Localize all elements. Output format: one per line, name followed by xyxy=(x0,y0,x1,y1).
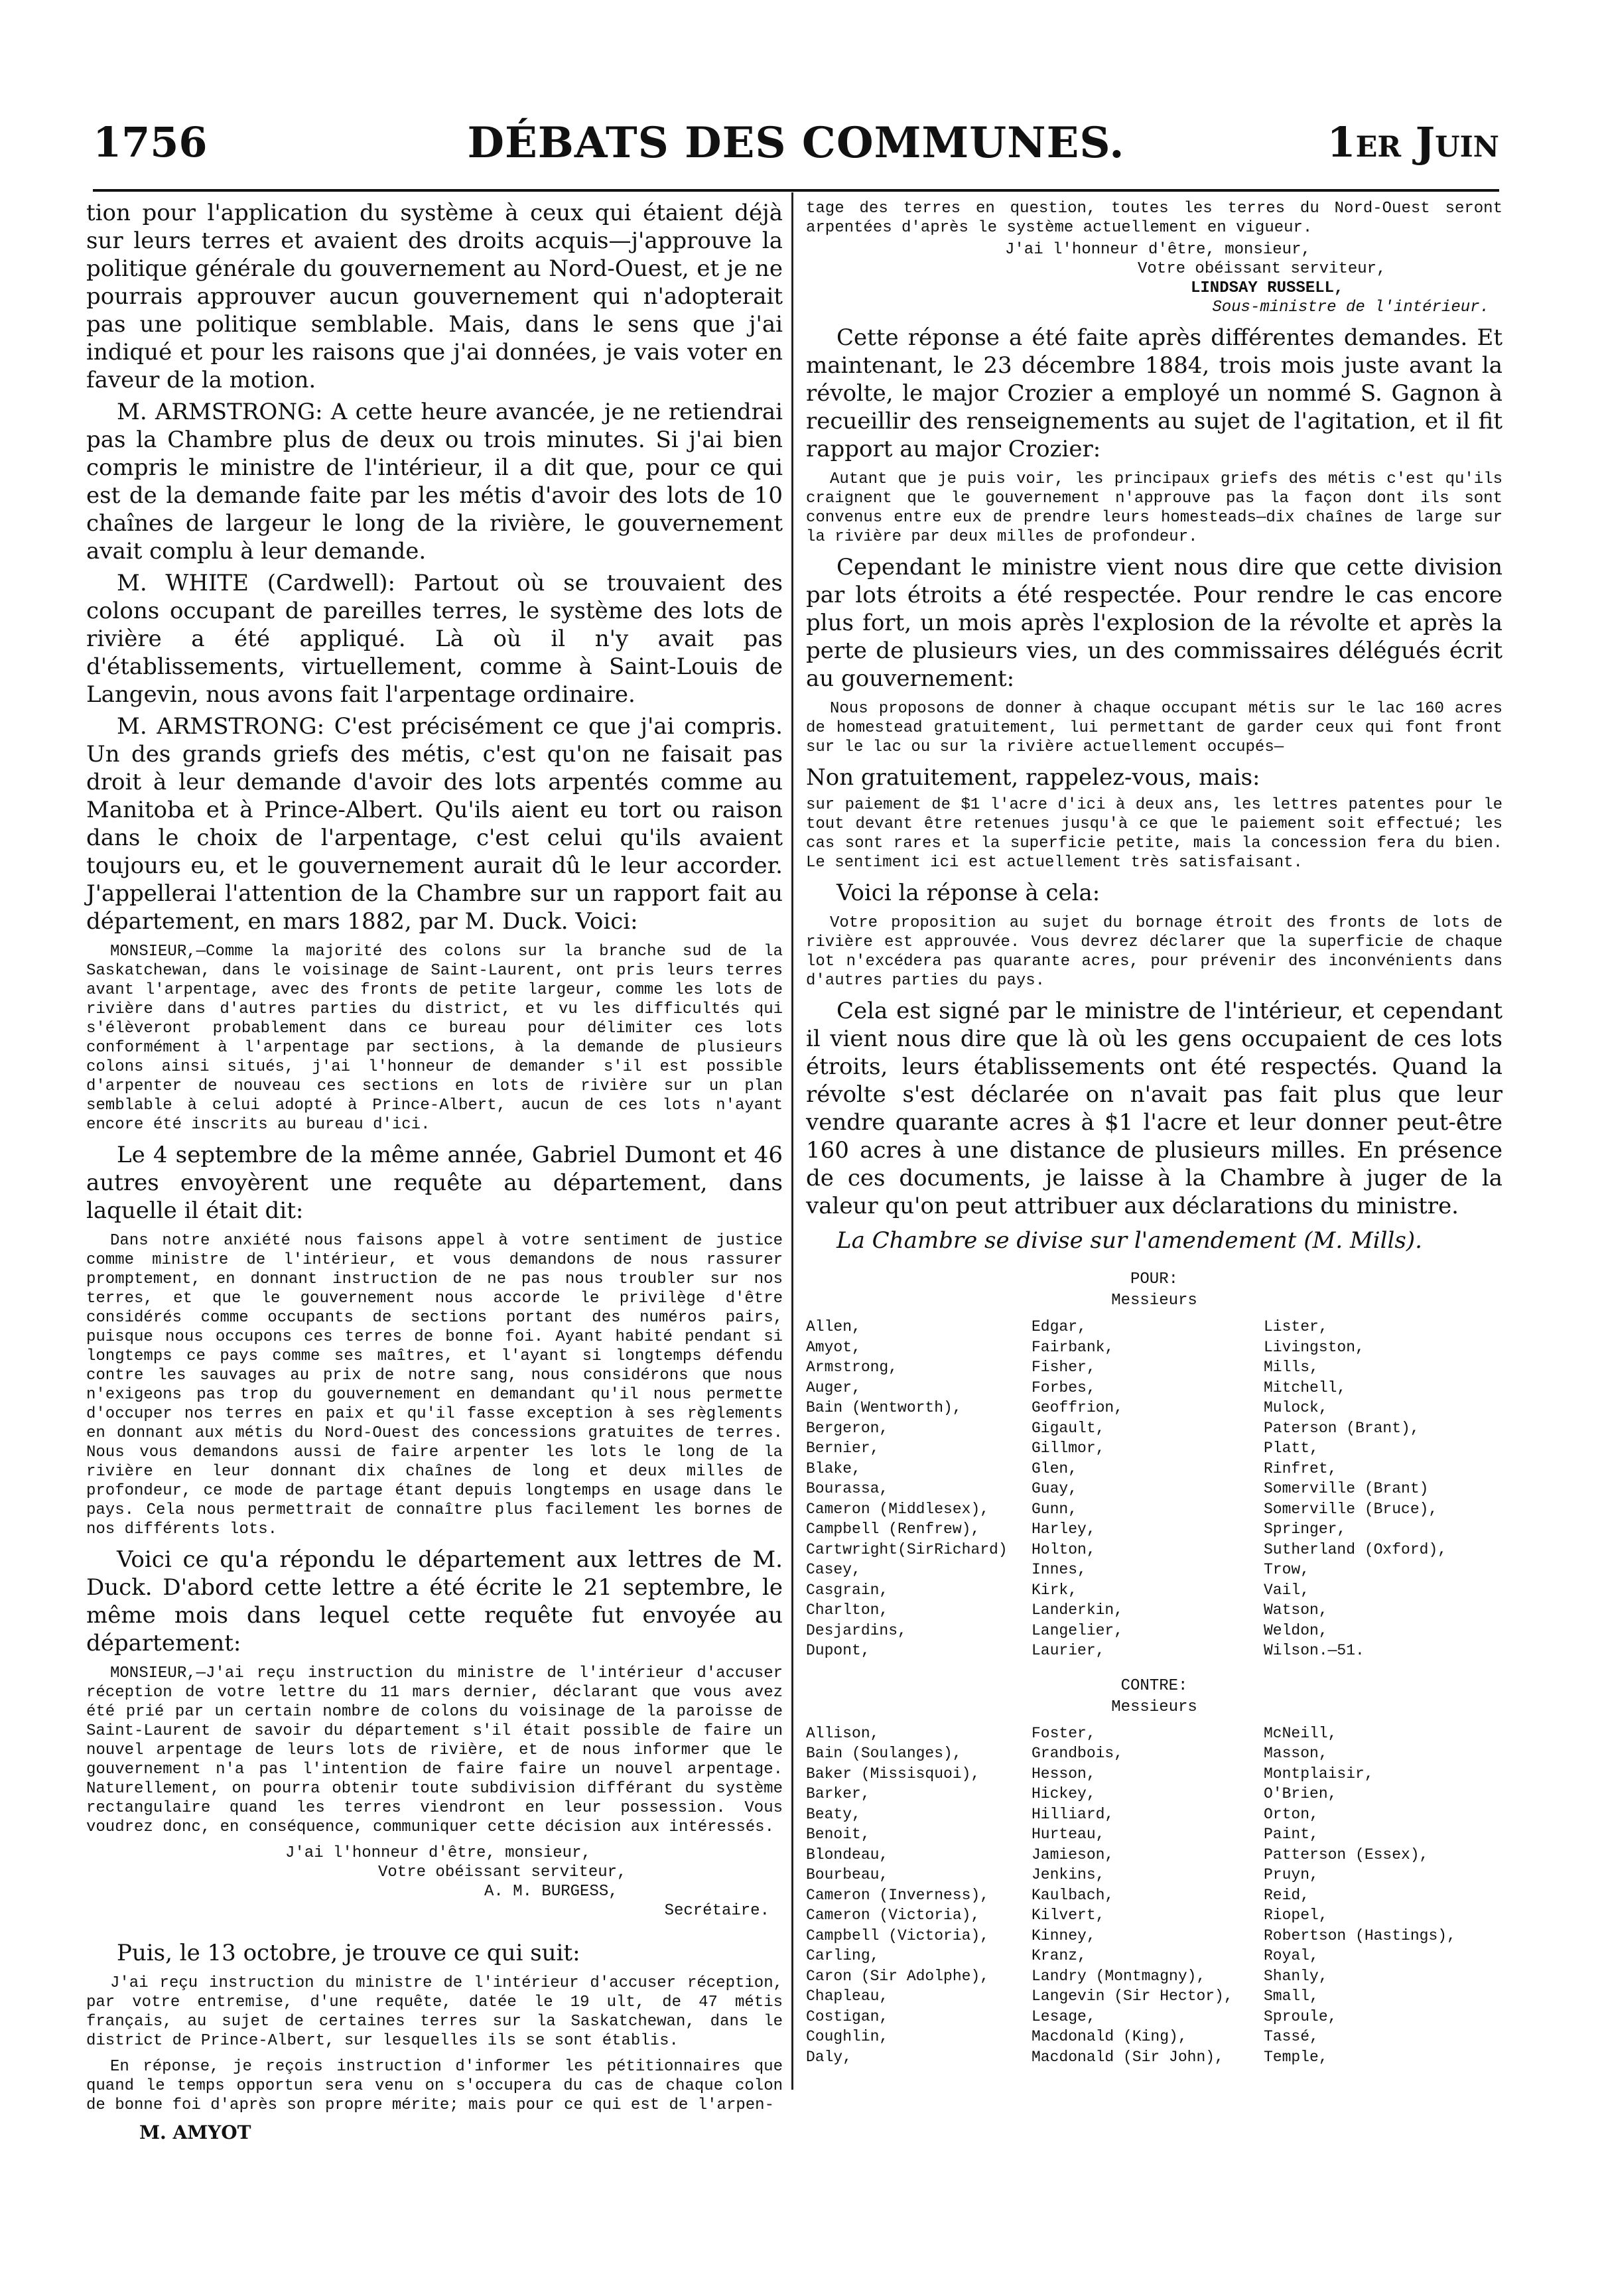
member-name: Platt, xyxy=(1264,1440,1319,1457)
member-name: Caron (Sir Adolphe), xyxy=(806,1967,990,1985)
member-name: Coughlin, xyxy=(806,2028,889,2045)
page-number: 1756 xyxy=(93,118,208,167)
member-name: Barker, xyxy=(806,1785,870,1802)
member-name: Wilson.—51. xyxy=(1264,1642,1365,1659)
member-name: Gillmor, xyxy=(1032,1440,1105,1457)
vote-heading-pour: POUR: xyxy=(1130,1270,1178,1288)
member-name: Cameron (Inverness), xyxy=(806,1886,990,1904)
member-name: Paint, xyxy=(1264,1826,1319,1843)
quoted-letter: J'ai reçu instruction du ministre de l'intérieur d'accuser réception, par votre entremise, d'une requête, datée le 19 ult, de 47 métis français, au sujet de certaines terres sur la Saskatchewan, dans le district de Prince-Albert, sur lesquelles ils se sont établis. xyxy=(86,1974,783,2050)
member-name: Glen, xyxy=(1032,1459,1078,1477)
paragraph: M. WHITE (Cardwell): Partout où se trouvaient des colons occupant de pareilles terres, le système des lots de rivière a été appliqué. Là où il n'y avait pas d'établissements, virtuellement, comme à Saint-Louis de Langevin, nous avons fait l'arpentage ordinaire. xyxy=(86,570,783,708)
member-name: Geoffrion, xyxy=(1032,1399,1124,1416)
member-name: Langelier, xyxy=(1032,1621,1124,1639)
header-rule xyxy=(93,189,1499,192)
member-name: McNeill, xyxy=(1264,1724,1337,1742)
member-name: Allen, xyxy=(806,1318,861,1335)
member-name: Sutherland (Oxford), xyxy=(1264,1540,1447,1558)
page-date: 1er Juin xyxy=(1327,118,1499,167)
member-name: Masson, xyxy=(1264,1745,1328,1762)
member-name: Rinfret, xyxy=(1264,1459,1337,1477)
member-name: Montplaisir, xyxy=(1264,1765,1374,1783)
member-name: Hickey, xyxy=(1032,1785,1096,1802)
member-name: Gigault, xyxy=(1032,1419,1105,1437)
paragraph: tion pour l'application du système à ceux qui étaient déjà sur leurs terres et avaient des droits acquis—j'approuve la politique générale du gouvernement au Nord-Ouest, et je ne pourrais approuver aucun gouvernement qui n'adopterait pas une politique semblable. Mais, dans le sens que j'ai indiqué et pour les raisons que j'ai données, je vais voter en faveur de la motion. xyxy=(86,200,783,393)
signature-title: Secrétaire. xyxy=(664,1902,769,1920)
signature-line: J'ai l'honneur d'être, monsieur, xyxy=(1005,241,1311,259)
member-name: Jamieson, xyxy=(1032,1846,1114,1863)
member-name: Hesson, xyxy=(1032,1765,1096,1783)
member-name: Somerville (Bruce), xyxy=(1264,1500,1438,1518)
member-name: Bain (Wentworth), xyxy=(806,1399,962,1416)
member-name: Innes, xyxy=(1032,1561,1087,1578)
member-name: Guay, xyxy=(1032,1480,1078,1497)
paragraph: M. ARMSTRONG: C'est précisément ce que j'ai compris. Un des grands griefs des métis, c'est qu'on ne faisait pas droit à leur demande d'avoir des lots arpentés comme au Manitoba et à Prince-Albert. Qu'ils aient eu tort ou raison dans le choix de l'arpentage, c'est celui qu'ils avaient toujours eu, et le gouvernement aurait dû le leur accorder. J'appellerai l'attention de la Chambre sur un rapport fait au département, en mars 1882, par M. Duck. Voici: xyxy=(86,713,783,935)
member-name: Kinney, xyxy=(1032,1926,1096,1944)
member-name: Cameron (Victoria), xyxy=(806,1907,980,1924)
vote-list-contre xyxy=(806,1723,1502,2068)
member-name: Harley, xyxy=(1032,1520,1096,1538)
footer-catchword: M. AMYOT xyxy=(139,2122,251,2143)
member-name: Holton, xyxy=(1032,1540,1096,1558)
member-name: Watson, xyxy=(1264,1601,1328,1619)
member-name: Foster, xyxy=(1032,1724,1096,1742)
page-title: DÉBATS DES COMMUNES. xyxy=(467,118,1125,168)
member-name: Auger, xyxy=(806,1379,861,1396)
quoted-letter: Votre proposition au sujet du bornage étroit des fronts de lots de rivière est approuvée. Vous devrez déclarer que la superficie de chaque lot n'excédera pas quarante acres, pour prévenir des inconvénients dans d'autres parties du pays. xyxy=(806,914,1502,990)
member-name: Hurteau, xyxy=(1032,1826,1105,1843)
member-name: Tassé, xyxy=(1264,2028,1319,2045)
member-name: Carling, xyxy=(806,1947,880,1964)
member-name: Lesage, xyxy=(1032,2007,1096,2025)
member-name: Bernier, xyxy=(806,1440,880,1457)
member-name: Edgar, xyxy=(1032,1318,1087,1335)
member-name: Laurier, xyxy=(1032,1642,1105,1659)
quoted-letter: sur paiement de $1 l'acre d'ici à deux ans, les lettres patentes pour le tout devant être retenues jusqu'à ce que le paiement soit effectué; les cas sont rares et la superficie petite, mais la concession fera du bien. Le sentiment ici est actuellement très satisfaisant. xyxy=(806,796,1502,872)
member-name: Benoit, xyxy=(806,1826,870,1843)
member-name: Shanly, xyxy=(1264,1967,1328,1985)
member-name: Dupont, xyxy=(806,1642,870,1659)
member-name: Landry (Montmagny), xyxy=(1032,1967,1206,1985)
quoted-letter: MONSIEUR,—Comme la majorité des colons sur la branche sud de la Saskatchewan, dans le voisinage de Saint-Laurent, ont pris leurs terres avant l'arpentage, avec des fronts de petite largeur, comme les lots de rivière dans d'autres parties du district, et vu les difficultés qui s'élèveront probablement dans ce bureau pour délimiter ces lots conformément à l'arpentage par sections, à la demande de plusieurs colons ainsi situés, j'ai l'honneur de demander s'il est possible d'arpenter de nouveau ces sections en lots de rivière sur un plan semblable à celui adopté à Prince-Albert, aucun de ces lots n'ayant encore été inscrits au bureau d'ici. xyxy=(86,943,783,1134)
member-name: Springer, xyxy=(1264,1520,1347,1538)
member-name: Kranz, xyxy=(1032,1947,1087,1964)
member-name: Somerville (Brant) xyxy=(1264,1480,1429,1497)
member-name: Gunn, xyxy=(1032,1500,1078,1518)
member-name: Landerkin, xyxy=(1032,1601,1124,1619)
member-name: Pruyn, xyxy=(1264,1866,1319,1883)
column-divider xyxy=(791,192,793,2090)
quoted-letter: Nous proposons de donner à chaque occupant métis sur le lac 160 acres de homestead gratuitement, lui permettant de garder ceux qui font front sur le lac ou sur la rivière actuellement occupés— xyxy=(806,700,1502,756)
member-name: Vail, xyxy=(1264,1581,1310,1599)
member-name: Royal, xyxy=(1264,1947,1319,1964)
member-name: Jenkins, xyxy=(1032,1866,1105,1883)
signature-name: LINDSAY RUSSELL, xyxy=(1191,279,1344,297)
member-name: Patterson (Essex), xyxy=(1264,1846,1429,1863)
member-name: Costigan, xyxy=(806,2007,889,2025)
paragraph: Puis, le 13 octobre, je trouve ce qui suit: xyxy=(117,1940,580,1966)
quoted-letter: En réponse, je reçois instruction d'informer les pétitionnaires que quand le temps opportun sera venu on s'occupera du cas de chaque colon de bonne foi d'après son propre mérite; mais pour ce qui est de l'arpen- xyxy=(86,2058,783,2114)
member-name: Cameron (Middlesex), xyxy=(806,1500,990,1518)
member-name: Blondeau, xyxy=(806,1846,889,1863)
member-name: Grandbois, xyxy=(1032,1745,1124,1762)
member-name: Robertson (Hastings), xyxy=(1264,1926,1456,1944)
member-name: Campbell (Renfrew), xyxy=(806,1520,980,1538)
member-name: Kaulbach, xyxy=(1032,1886,1114,1904)
member-name: Hilliard, xyxy=(1032,1805,1114,1823)
member-name: Kirk, xyxy=(1032,1581,1078,1599)
quoted-letter: tage des terres en question, toutes les terres du Nord-Ouest seront arpentées d'après le système actuellement en vigueur. xyxy=(806,200,1502,237)
signature-line: J'ai l'honneur d'être, monsieur, xyxy=(285,1844,591,1862)
quoted-letter: MONSIEUR,—J'ai reçu instruction du ministre de l'intérieur d'accuser réception de votre lettre du 11 mars dernier, déclarant que vous avez été prié par un certain nombre de colons du voisinage de la paroisse de Saint-Laurent de savoir du département s'il était possible de faire un nouvel arpentage de leurs lots de rivière, et de nous informer que le gouvernement n'a pas l'intention de faire faire un nouvel arpentage. Naturellement, on pourra obtenir toute subdivision différant du système rectangulaire quand les terres viendront en leur possession. Vous voudrez donc, en conséquence, communiquer cette décision aux intéressés. xyxy=(86,1664,783,1836)
signature-name: A. M. BURGESS, xyxy=(484,1883,618,1901)
member-name: Bourbeau, xyxy=(806,1866,889,1883)
member-name: Orton, xyxy=(1264,1805,1319,1823)
paragraph: Le 4 septembre de la même année, Gabriel Dumont et 46 autres envoyèrent une requête au département, dans laquelle il était dit: xyxy=(86,1142,783,1224)
right-column xyxy=(806,199,1502,2067)
member-name: Daly, xyxy=(806,2048,852,2066)
quoted-petition: Dans notre anxiété nous faisons appel à votre sentiment de justice comme ministre de l'intérieur, et vous demandons de nous rassurer promptement, en donnant instruction de ne pas nous troubler sur nos terres, et que le gouvernement nous accorde le privilège d'être considérés comme occupants de sections portant des numéros pairs, puisque nous occupons ces terres de bonne foi. Ayant habité pendant si longtemps ce pays comme ses maîtres, et l'ayant si longtemps défendu contre les sauvages au prix de notre sang, nous considérons que nous n'exigeons pas trop du gouvernement en demandant qu'il nous permette d'occuper nos terres en paix et qu'il fasse exception à ses règlements en donnant aux métis du Nord-Ouest des concessions gratuites de terres. Nous vous demandons aussi de faire arpenter les lots le long de la rivière en leur donnant dix chaînes de long et deux milles de profondeur, ce mode de partage étant depuis longtemps en usage dans le pays. Cela nous permettrait de connaître plus facilement les bornes de nos différents lots. xyxy=(86,1232,783,1538)
vote-heading-contre: CONTRE: xyxy=(1120,1676,1188,1695)
member-name: Weldon, xyxy=(1264,1621,1328,1639)
member-name: Fairbank, xyxy=(1032,1338,1114,1356)
member-name: Langevin (Sir Hector), xyxy=(1032,1988,1233,2005)
left-column xyxy=(86,199,783,2143)
paragraph: Cela est signé par le ministre de l'intérieur, et cependant il vient nous dire que là où les gens occupaient de ces lots étroits, leurs établissements ont été respectés. Quand la révolte s'est déclarée on n'avait pas fait plus que leur vendre quarante acres à $1 l'acre et leur donner peut-être 160 acres à une distance de plusieurs milles. En présence de ces documents, je laisse à la Chambre à juger de la valeur qu'on peut attribuer aux déclarations du ministre. xyxy=(806,998,1502,1219)
member-name: Bain (Soulanges), xyxy=(806,1745,962,1762)
member-name: Livingston, xyxy=(1264,1338,1365,1356)
member-name: Campbell (Victoria), xyxy=(806,1926,990,1944)
member-name: Cartwright(SirRichard) xyxy=(806,1540,1008,1558)
signature-title: Sous-ministre de l'intérieur. xyxy=(1212,299,1489,316)
paragraph: Non gratuitement, rappelez-vous, mais: xyxy=(806,764,1260,791)
signature-line: Votre obéissant serviteur, xyxy=(1138,260,1386,278)
paragraph: Cependant le ministre vient nous dire que cette division par lots étroits a été respectée. Pour rendre le cas encore plus fort, un mois après l'explosion de la révolte et après la perte de plusieurs vies, un des commissaires délégués écrit au gouvernement: xyxy=(806,554,1502,692)
paragraph: M. ARMSTRONG: A cette heure avancée, je ne retiendrai pas la Chambre plus de deux ou trois minutes. Si j'ai bien compris le ministre de l'intérieur, il a dit que, pour ce qui est de la demande faite par les métis d'avoir des lots de 10 chaînes de largeur le long de la rivière, le gouvernement avait complu à leur demande. xyxy=(86,399,783,565)
member-name: Allison, xyxy=(806,1724,880,1742)
quoted-report: Autant que je puis voir, les principaux griefs des métis c'est qu'ils craignent que le gouvernement n'approuve pas la façon dont ils sont convenus entre eux de prendre leurs homesteads—dix chaînes de large sur la rivière par deux milles de profondeur. xyxy=(806,470,1502,546)
member-name: Fisher, xyxy=(1032,1359,1096,1376)
member-name: Chapleau, xyxy=(806,1988,889,2005)
paragraph: Cette réponse a été faite après différentes demandes. Et maintenant, le 23 décembre 1884, trois mois juste avant la révolte, le major Crozier a employé un nommé S. Gagnon à recueillir des renseignements au sujet de l'agitation, et il fit rapport au major Crozier: xyxy=(806,324,1502,462)
member-name: Riopel, xyxy=(1264,1907,1328,1924)
member-name: Forbes, xyxy=(1032,1379,1096,1396)
member-name: Beaty, xyxy=(806,1805,861,1823)
member-name: Mulock, xyxy=(1264,1399,1328,1416)
member-name: Blake, xyxy=(806,1459,861,1477)
member-name: Kilvert, xyxy=(1032,1907,1105,1924)
member-name: Trow, xyxy=(1264,1561,1310,1578)
member-name: Sproule, xyxy=(1264,2007,1337,2025)
member-name: Mills, xyxy=(1264,1359,1319,1376)
vote-subheading: Messieurs xyxy=(1111,1698,1197,1716)
member-name: Armstrong, xyxy=(806,1359,898,1376)
member-name: Macdonald (King), xyxy=(1032,2028,1187,2045)
member-name: Charlton, xyxy=(806,1601,889,1619)
member-name: Lister, xyxy=(1264,1318,1328,1335)
member-name: Amyot, xyxy=(806,1338,861,1356)
member-name: Paterson (Brant), xyxy=(1264,1419,1420,1437)
page-header xyxy=(93,111,1499,178)
member-name: Casgrain, xyxy=(806,1581,889,1599)
member-name: Bourassa, xyxy=(806,1480,889,1497)
paragraph: Voici la réponse à cela: xyxy=(836,880,1101,906)
signature-line: Votre obéissant serviteur, xyxy=(378,1863,627,1881)
member-name: Desjardins, xyxy=(806,1621,907,1639)
member-name: Casey, xyxy=(806,1561,861,1578)
member-name: Temple, xyxy=(1264,2048,1328,2066)
member-name: Mitchell, xyxy=(1264,1379,1347,1396)
paragraph: Voici ce qu'a répondu le département aux lettres de M. Duck. D'abord cette lettre a été écrite le 21 septembre, le même mois dans lequel cette requête fut envoyée au département: xyxy=(86,1546,783,1656)
vote-subheading: Messieurs xyxy=(1111,1292,1197,1310)
member-name: Small, xyxy=(1264,1988,1319,2005)
member-name: Baker (Missisquoi), xyxy=(806,1765,980,1783)
member-name: Reid, xyxy=(1264,1886,1310,1904)
member-name: O'Brien, xyxy=(1264,1785,1337,1802)
member-name: Macdonald (Sir John), xyxy=(1032,2048,1224,2066)
vote-list-pour xyxy=(806,1317,1502,1661)
division-announcement: La Chambre se divise sur l'amendement (M. Mills). xyxy=(836,1227,1422,1254)
member-name: Bergeron, xyxy=(806,1419,889,1437)
